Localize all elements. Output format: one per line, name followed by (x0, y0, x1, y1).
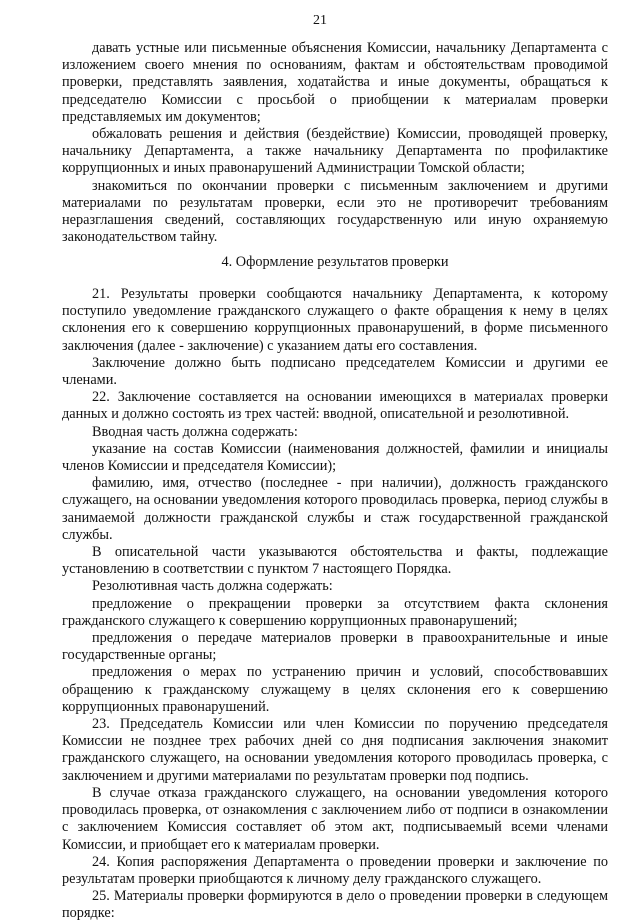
page-number: 21 (313, 13, 327, 28)
body-section (62, 286, 608, 923)
paragraph: указание на состав Комиссии (наименования должностей, фамилии и инициалы членов Комиссии и председателя Комиссии); (62, 440, 608, 475)
paragraph: 25. Материалы проверки формируются в дело о проведении проверки в следующем порядке: (62, 888, 608, 922)
paragraph: знакомиться по окончании проверки с письменным заключением и другими материалами по результатам проверки, если это не противоречит требованиям неразглашения сведений, составляющих государственную или иную охраняемую законодательством тайну. (62, 177, 608, 246)
paragraph: Вводная часть должна содержать: (92, 423, 298, 440)
paragraph: 21. Результаты проверки сообщаются начальнику Департамента, к которому поступило уведомление гражданского служащего о факте обращения к нему в целях склонения его к совершению коррупционных правонарушений, в форме письменного заключения (далее - заключение) с указанием даты его составления. (62, 286, 608, 354)
paragraph: 24. Копия распоряжения Департамента о проведении проверки и заключение по результатам проверки приобщаются к личному делу гражданского служащего. (62, 853, 608, 887)
top-section (62, 40, 608, 246)
paragraph: предложения о передаче материалов проверки в правоохранительные и иные государственные органы; (62, 630, 608, 664)
paragraph: Заключение должно быть подписано председателем Комиссии и другими ее членами. (62, 354, 608, 389)
paragraph: предложения о мерах по устранению причин и условий, способствовавших обращению к гражданскому служащему в целях склонения его к совершению коррупционных правонарушений. (62, 664, 608, 715)
paragraph: давать устные или письменные объяснения Комиссии, начальнику Департамента с изложением своего мнения по основаниям, фактам и обстоятельствам проводимой проверки, представлять заявления, ходатайства и иные документы, обращаться к председателю Комиссии с просьбой о приобщении к материалам проверки представляемых им документов; (62, 40, 608, 125)
paragraph: предложение о прекращении проверки за отсутствием факта склонения гражданского служащего к совершению коррупционных правонарушений; (62, 595, 608, 629)
paragraph: В случае отказа гражданского служащего, на основании уведомления которого проводилась проверка, от ознакомления с заключением либо от подписи в ознакомлении с заключением Комиссия составляет об этом акт, подписываемый всеми членами Комиссии, и приобщает его к материалам проверки. (62, 784, 608, 853)
paragraph: фамилию, имя, отчество (последнее - при наличии), должность гражданского служащего, на основании уведомления которого проводилась проверка, период службы в занимаемой должности гражданской службы и стаж государственной гражданской службы. (62, 475, 608, 543)
section-heading: 4. Оформление результатов проверки (221, 254, 449, 270)
paragraph: обжаловать решения и действия (бездействие) Комиссии, проводящей проверку, начальнику Департамента, а также начальнику Департамента по профилактике коррупционных и иных правонарушений Администрации Томской области; (62, 126, 608, 177)
paragraph: В описательной части указываются обстоятельства и факты, подлежащие установлению в соответствии с пунктом 7 настоящего Порядка. (62, 544, 608, 578)
paragraph: 22. Заключение составляется на основании имеющихся в материалах проверки данных и должно состоять из трех частей: вводной, описательной и резолютивной. (62, 389, 608, 423)
paragraph: 23. Председатель Комиссии или член Комиссии по поручению председателя Комиссии не позднее трех рабочих дней со дня подписания заключения знакомит гражданского служащего, на основании уведомления которого проводилась проверка, с заключением и другими материалами по результатам проверки под подпись. (62, 716, 608, 784)
paragraph: Резолютивная часть должна содержать: (92, 578, 333, 595)
